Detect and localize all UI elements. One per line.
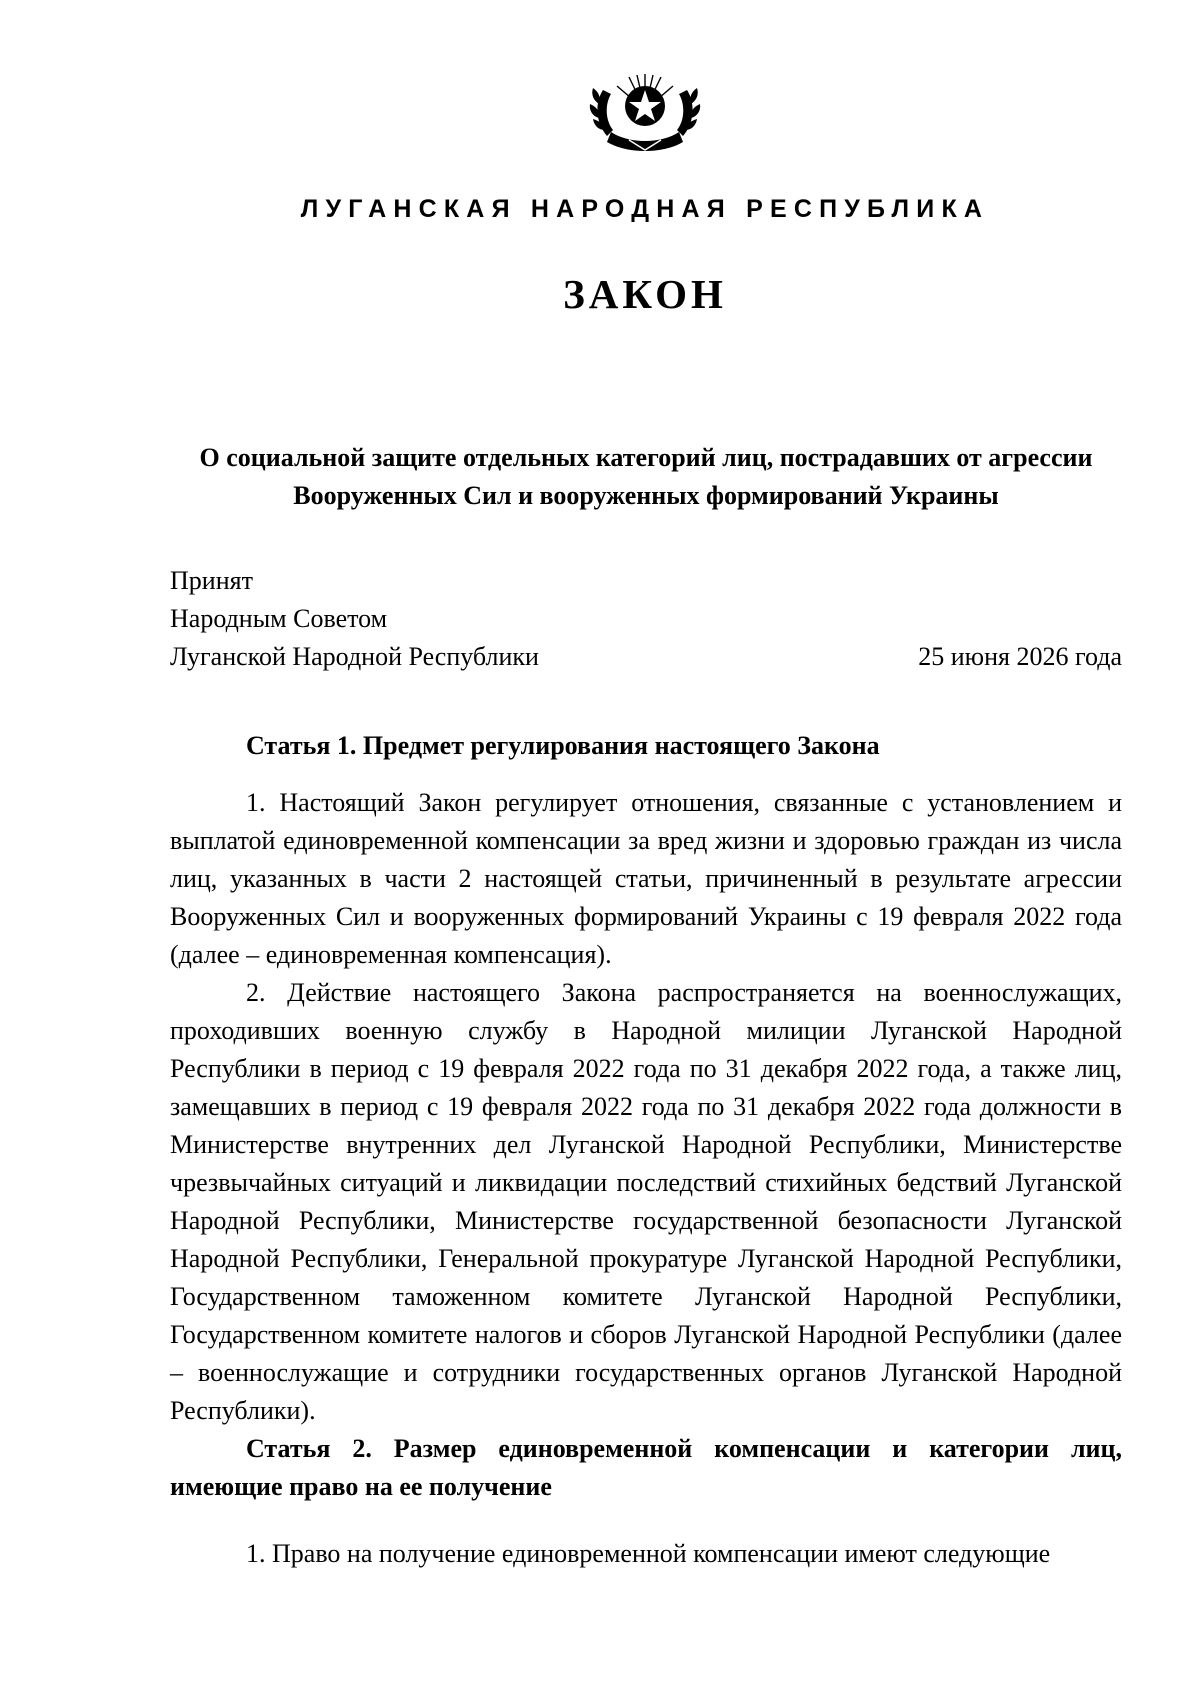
adoption-line-1 xyxy=(170,562,1122,600)
country-name: ЛУГАНСКАЯ НАРОДНАЯ РЕСПУБЛИКА xyxy=(300,195,990,223)
document-type: ЗАКОН xyxy=(563,271,727,317)
article-1-heading: Статья 1. Предмет регулирования настоящего Закона xyxy=(246,731,880,760)
adoption-accepted: Принят xyxy=(170,566,253,595)
article-1-paragraph-2: 2. Действие настоящего Закона распространяется на военнослужащих, проходивших военную службу в Народной милиции Луганской Народной Республики в период с 19 февраля 2022 года по 31 декабря 2022 года, а также лиц, замещавших в период с 19 февраля 2022 года по 31 декабря 2022 года должности в Министерстве внутренних дел Луганской Народной Республики, Министерстве чрезвычайных ситуаций и ликвидации последствий стихийных бедствий Луганской Народной Республики, Министерстве государственной безопасности Луганской Народной Республики, Генеральной прокуратуре Луганской Народной Республики, Государственном таможенном комитете Луганской Народной Республики, Государственном комитете налогов и сборов Луганской Народной Республики (далее – военнослужащие и сотрудники государственных органов Луганской Народной Республики). xyxy=(170,978,1122,1425)
adoption-republic: Луганской Народной Республики xyxy=(170,642,539,671)
coat-of-arms-icon xyxy=(589,60,701,156)
article-2-heading: Статья 2. Размер единовременной компенсации и категории лиц, имеющие право на ее получение xyxy=(170,1434,1122,1501)
adoption-line-3 xyxy=(170,638,1122,676)
adoption-block xyxy=(170,562,1122,676)
article-1-paragraph-1: 1. Настоящий Закон регулирует отношения, связанные с установлением и выплатой единовременной компенсации за вред жизни и здоровью граждан из числа лиц, указанных в части 2 настоящей статьи, причиненный в результате агрессии Вооруженных Сил и вооруженных формирований Украины с 19 февраля 2022 года (далее – единовременная компенсация). xyxy=(170,788,1122,969)
adoption-body: Народным Советом xyxy=(170,604,388,633)
adoption-date: 25 июня 2026 года xyxy=(918,642,1122,671)
adoption-line-2 xyxy=(170,600,1122,638)
article-2-paragraph-1: 1. Право на получение единовременной компенсации имеют следующие xyxy=(246,1539,1051,1568)
law-title: О социальной защите отдельных категорий лиц, пострадавших от агрессии Вооруженных Сил и вооруженных формирований Украины xyxy=(199,443,1093,510)
